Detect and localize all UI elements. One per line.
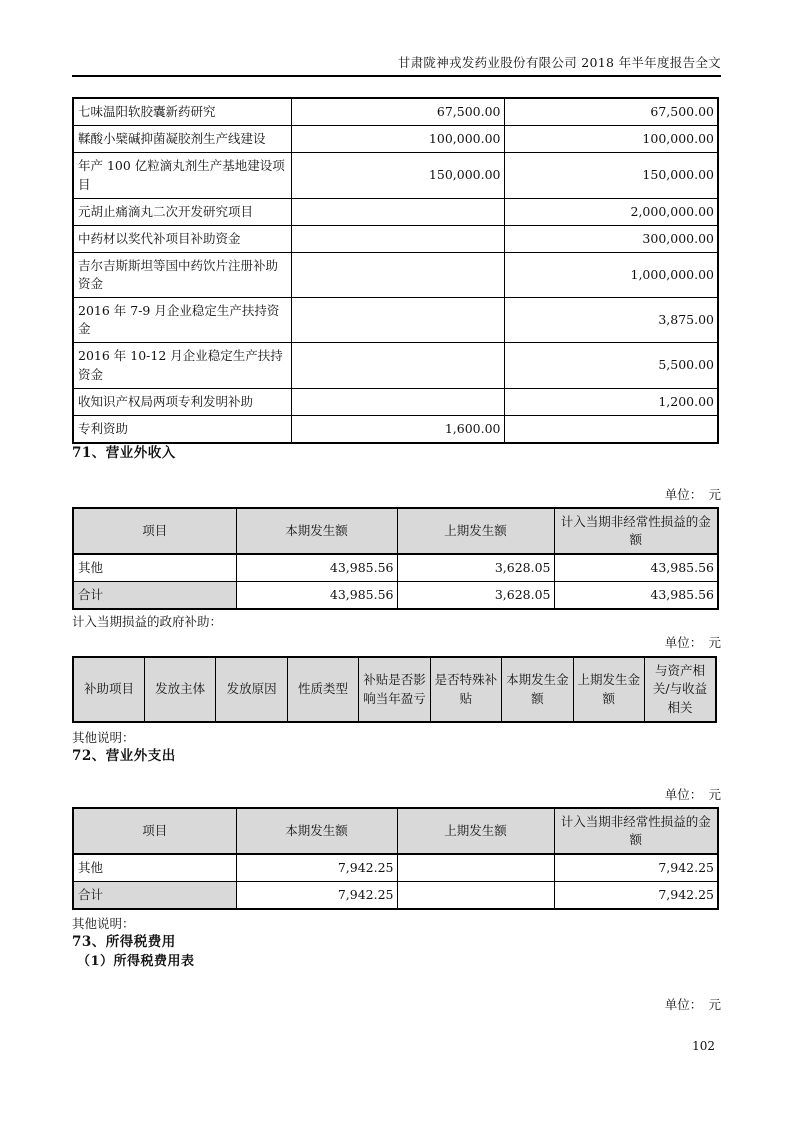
cell-nonrecurring: 7,942.25 [554,881,718,909]
unit-label-71b: 单位： 元 [664,635,721,651]
column-header-affects-profit: 补贴是否影响当年盈亏 [359,657,430,721]
column-header-current-period: 本期发生额 [236,508,397,554]
cell-nonrecurring: 7,942.25 [554,854,718,882]
header-row [73,657,716,721]
table-row [73,298,718,343]
cell-item: 吉尔吉斯斯坦等国中药饮片注册补助资金 [73,252,291,297]
cell-nonrecurring [504,415,718,443]
gov-subsidy-note: 计入当期损益的政府补助： [72,614,223,630]
cell-item: 2016 年 10-12 月企业稳定生产扶持资金 [73,343,291,388]
header-row [73,808,718,854]
cell-nonrecurring: 5,500.00 [504,343,718,388]
gov-subsidy-header-table [72,656,717,722]
cell-nonrecurring: 43,985.56 [554,554,718,582]
cell-item: 元胡止痛滴丸二次开发研究项目 [73,198,291,225]
cell-current: 7,942.25 [236,881,397,909]
column-header-nonrecurring: 计入当期非经常性损益的金额 [554,508,718,554]
cell-current: 43,985.56 [236,554,397,582]
column-header-prior-amount: 上期发生金额 [573,657,644,721]
cell-nonrecurring: 1,000,000.00 [504,252,718,297]
subsidy-detail-table-body [73,98,718,443]
column-header-prior-period: 上期发生额 [397,808,554,854]
cell-nonrecurring: 100,000.00 [504,126,718,153]
cell-current [291,388,504,415]
report-header-title: 甘肃陇神戎发药业股份有限公司 2018 年半年度报告全文 [397,55,721,70]
cell-nonrecurring: 150,000.00 [504,153,718,198]
non-operating-income-table [72,507,719,611]
section-71-heading: 71、营业外收入 [72,444,176,461]
cell-item: 2016 年 7-9 月企业稳定生产扶持资金 [73,298,291,343]
column-header-item: 项目 [73,808,236,854]
unit-label-72: 单位： 元 [664,787,721,803]
cell-nonrecurring: 43,985.56 [554,581,718,609]
section-73-subheading: （1）所得税费用表 [77,953,195,969]
table-row [73,343,718,388]
cell-nonrecurring: 2,000,000.00 [504,198,718,225]
non-operating-expense-table [72,807,719,911]
table-row [73,225,718,252]
unit-label-71: 单位： 元 [664,487,721,503]
column-header-issuer: 发放主体 [144,657,215,721]
cell-nonrecurring: 67,500.00 [504,98,718,126]
column-header-nonrecurring: 计入当期非经常性损益的金额 [554,808,718,854]
cell-current [291,252,504,297]
cell-current: 67,500.00 [291,98,504,126]
cell-nonrecurring: 300,000.00 [504,225,718,252]
cell-item: 鞣酸小檗碱抑菌凝胶剂生产线建设 [73,126,291,153]
cell-current: 43,985.56 [236,581,397,609]
cell-nonrecurring: 3,875.00 [504,298,718,343]
table-row [73,252,718,297]
cell-current: 7,942.25 [236,854,397,882]
cell-prior [397,881,554,909]
table-row [73,388,718,415]
cell-nonrecurring: 1,200.00 [504,388,718,415]
section-73-heading: 73、所得税费用 [72,934,176,951]
cell-current [291,198,504,225]
header-row [73,508,718,554]
unit-label-73: 单位： 元 [664,996,721,1012]
column-header-prior-period: 上期发生额 [397,508,554,554]
non-operating-income-table-body [73,554,718,609]
cell-current: 1,600.00 [291,415,504,443]
table-row [73,153,718,198]
non-operating-expense-table-body [73,854,718,909]
table-row [73,881,718,909]
table-row [73,854,718,882]
cell-item: 专利资助 [73,415,291,443]
table-row [73,415,718,443]
cell-item: 中药材以奖代补项目补助资金 [73,225,291,252]
cell-item: 收知识产权局两项专利发明补助 [73,388,291,415]
cell-item: 七味温阳软胶囊新药研究 [73,98,291,126]
other-note-72: 其他说明： [72,916,135,931]
column-header-current-period: 本期发生额 [236,808,397,854]
section-72-heading: 72、营业外支出 [72,747,176,764]
column-header-reason: 发放原因 [216,657,287,721]
header-rule [72,75,721,77]
column-header-current-amount: 本期发生金额 [502,657,573,721]
gov-subsidy-table-header [73,657,716,721]
non-operating-income-table-header [73,508,718,554]
cell-item: 合计 [73,881,236,909]
other-note-71: 其他说明： [72,729,135,745]
cell-current: 150,000.00 [291,153,504,198]
non-operating-expense-table-header [73,808,718,854]
table-row [73,198,718,225]
cell-item: 其他 [73,554,236,582]
cell-prior [397,854,554,882]
column-header-special-subsidy: 是否特殊补贴 [430,657,501,721]
cell-item: 年产 100 亿粒滴丸剂生产基地建设项目 [73,153,291,198]
column-header-subsidy-item: 补助项目 [73,657,144,721]
cell-current [291,298,504,343]
table-row [73,126,718,153]
table-row [73,98,718,126]
cell-prior: 3,628.05 [397,554,554,582]
page-number: 102 [692,1039,715,1053]
table-row [73,554,718,582]
column-header-asset-or-income-related: 与资产相关/与收益相关 [645,657,717,721]
cell-current [291,343,504,388]
subsidy-detail-table [72,97,719,444]
cell-item: 其他 [73,854,236,882]
table-row [73,581,718,609]
cell-prior: 3,628.05 [397,581,554,609]
column-header-nature-type: 性质类型 [287,657,358,721]
cell-item: 合计 [73,581,236,609]
cell-current: 100,000.00 [291,126,504,153]
cell-current [291,225,504,252]
column-header-item: 项目 [73,508,236,554]
